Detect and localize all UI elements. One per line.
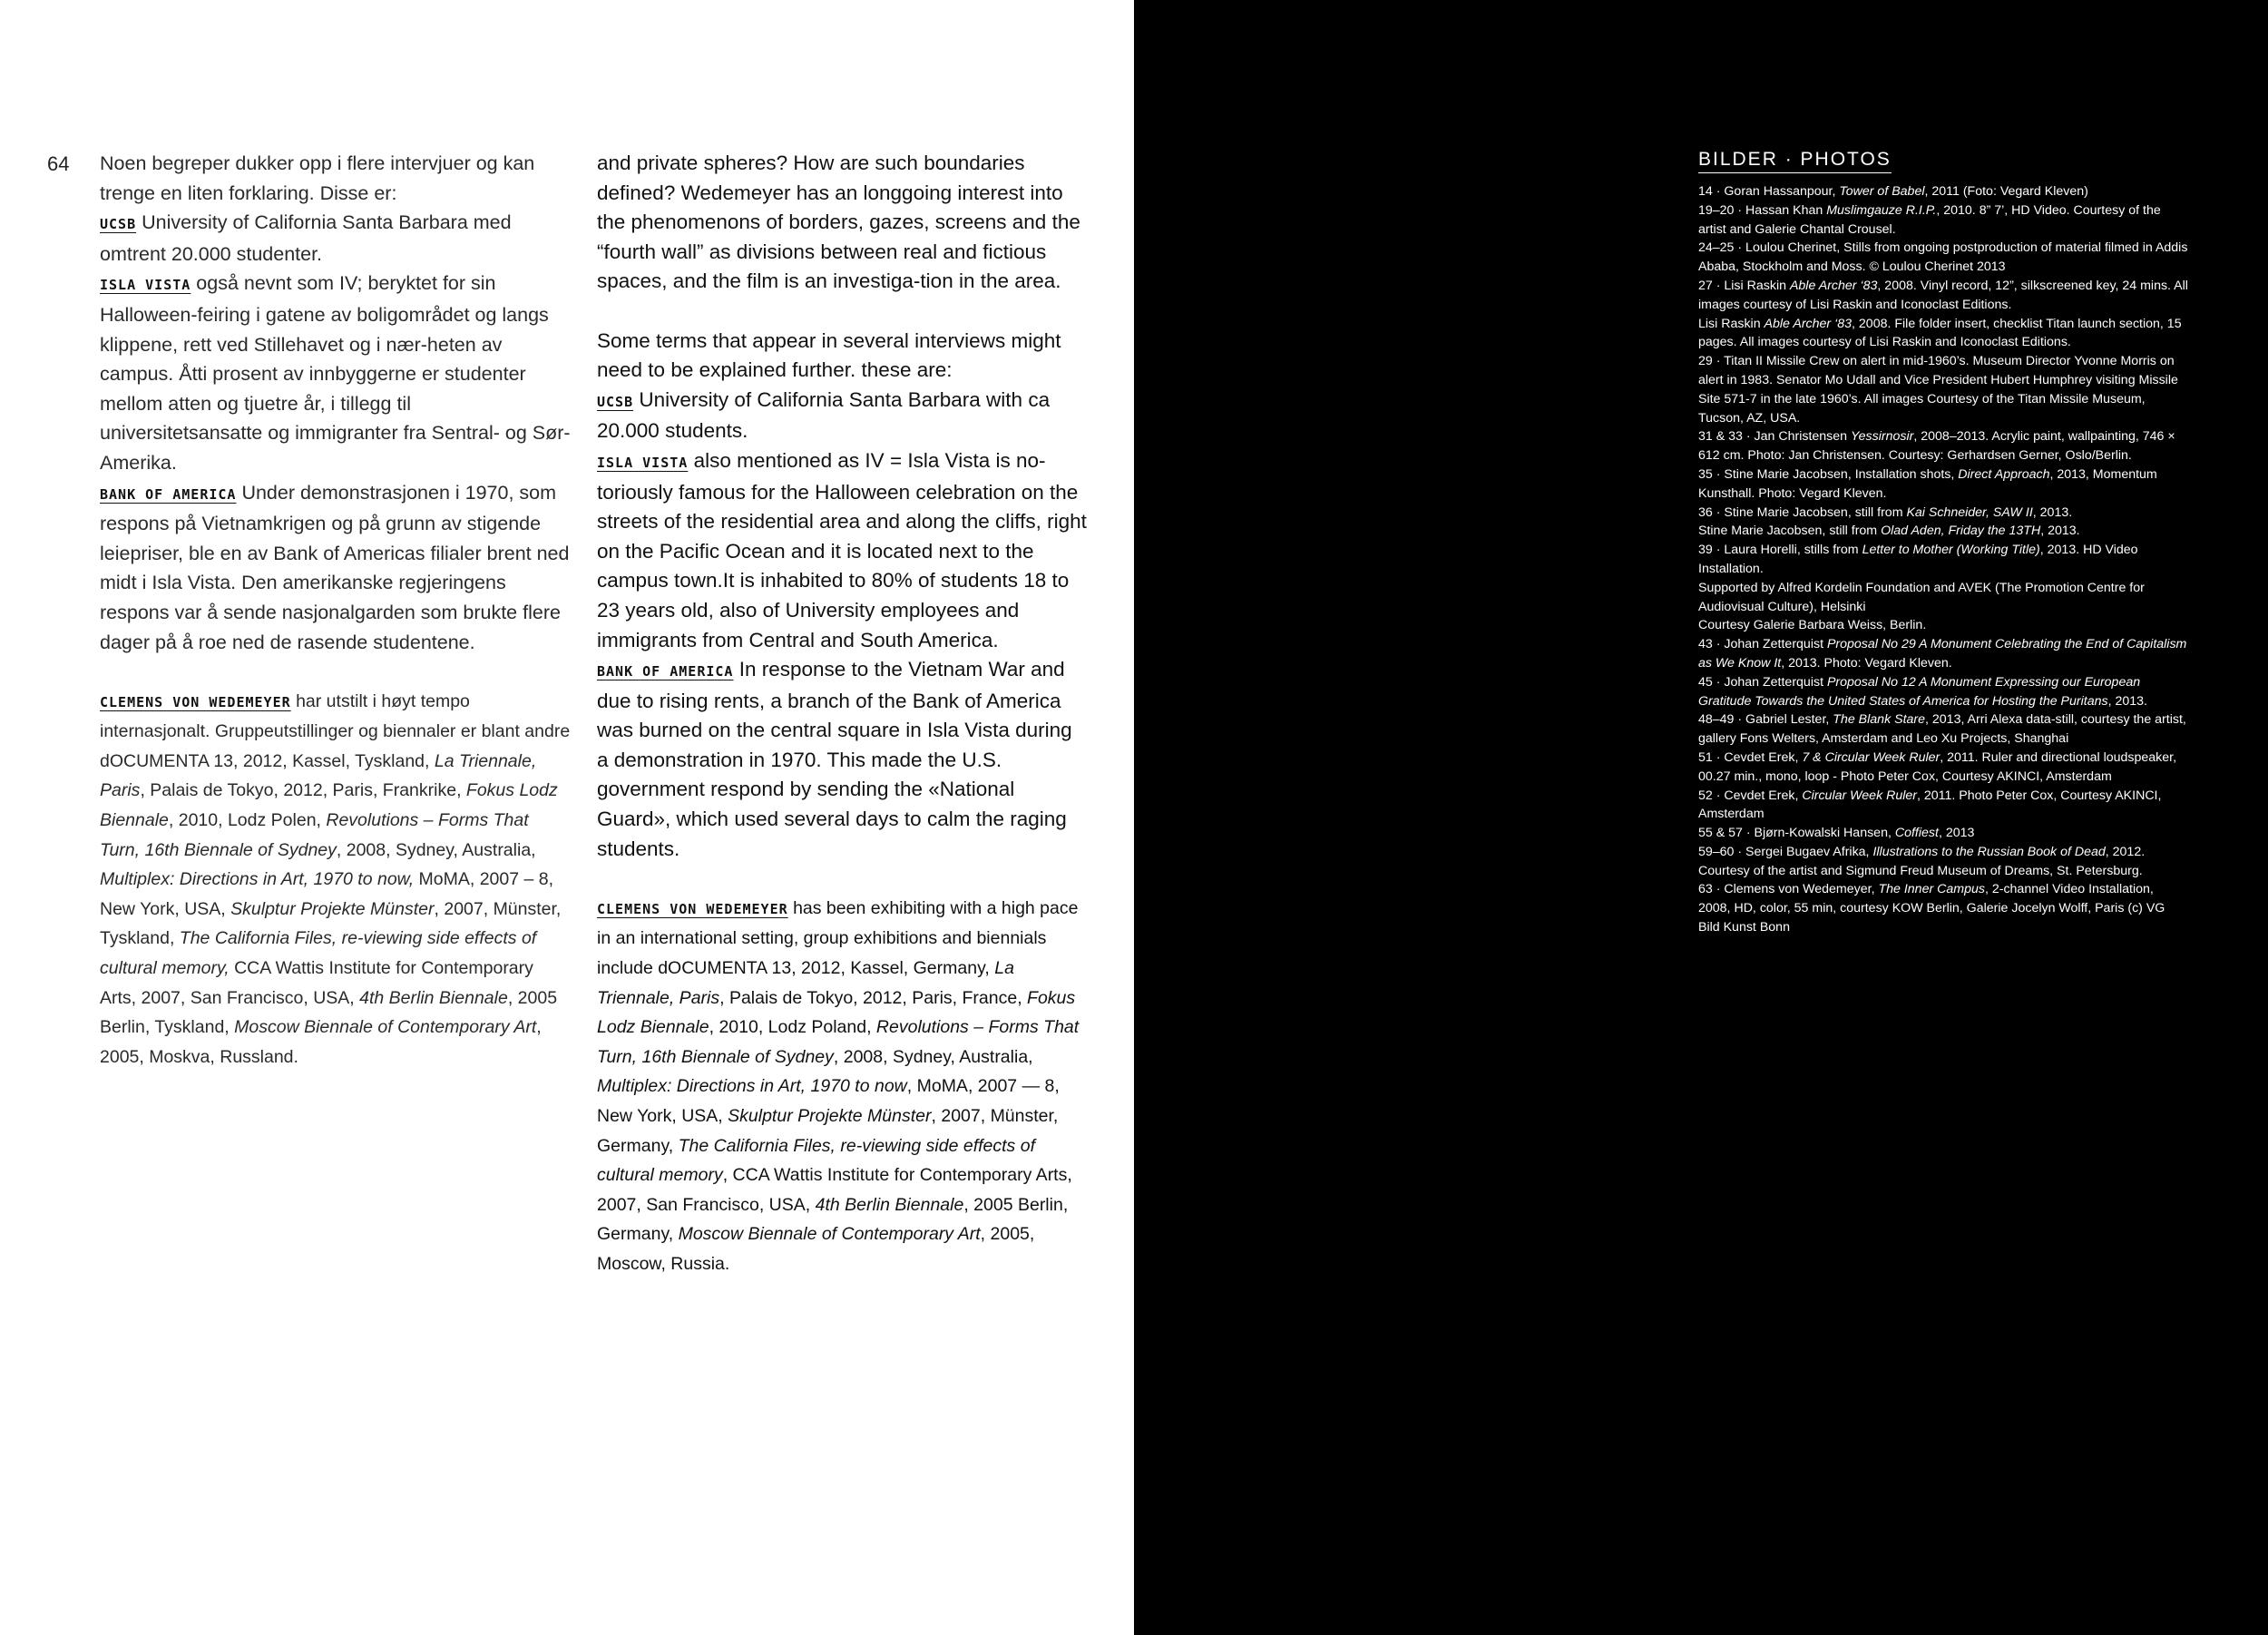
credit-entry: [1698, 673, 2188, 711]
text-run: 29 · Titan II Missile Crew on alert in mid-1960’s. Museum Director Yvonne Morris on alert in 1983. Senator Mo Udall and Vice President Hubert Humphrey visiting Missile Site 571-7 in the late 1960’s. All images Courtesy of the Titan Missile Museum, Tucson, AZ, USA.: [1698, 354, 2178, 426]
credit-entry: [1698, 880, 2188, 936]
title-italic: Skulptur Projekte Münster: [728, 1106, 932, 1126]
text-run: 43 · Johan Zetterquist: [1698, 637, 1827, 652]
text-run: , MoMA, 2007 — 8, New York, USA,: [597, 1076, 1060, 1126]
term-text: also mentioned as IV = Isla Vista is no-toriously famous for the Halloween celebration on the streets of the residential area and along the cliffs, right on the Pacific Ocean and it is located next to the campus town.It is inhabited to 80% of students 18 to 23 years old, also of University employees and immigrants from Central and South America.: [597, 448, 1087, 651]
credit-entry: [1698, 579, 2188, 617]
text-run: 19–20 · Hassan Khan: [1698, 202, 1827, 218]
text-run: , 2013.: [2040, 524, 2080, 539]
title-italic: Fokus Lodz Biennale: [100, 780, 558, 831]
text-run: , 2013, Arri Alexa data-still, courtesy the artist, gallery Fons Welters, Amsterdam and Leo Xu Projects, Shanghai: [1698, 712, 2186, 747]
credit-entry: [1698, 277, 2188, 315]
text-run: , 2008, Sydney, Australia,: [833, 1046, 1033, 1067]
text-run: , 2007, Münster, Germany,: [597, 1106, 1059, 1156]
term-label: BANK OF AMERICA: [597, 663, 734, 680]
credit-entry: [1698, 787, 2188, 825]
text-run: , 2010, Lodz Poland,: [709, 1017, 876, 1038]
credit-entry: [1698, 749, 2188, 787]
text-run: CCA Wattis Institute for Contemporary Arts, 2007, San Francisco, USA,: [100, 958, 533, 1008]
credit-entry: [1698, 201, 2188, 240]
credit-list: [1698, 182, 2188, 937]
en-intro: Some terms that appear in several interviews might need to be explained further. these are:: [597, 328, 1061, 382]
credit-entry: [1698, 182, 2188, 201]
text-run: , 2008. Vinyl record, 12”, silkscreened key, 24 mins. All images courtesy of Lisi Raskin and Iconoclast Editions.: [1698, 278, 2188, 312]
credit-entry: [1698, 616, 2188, 635]
title-italic: Revolutions – Forms That Turn, 16th Biennale of Sydney: [597, 1017, 1080, 1067]
term-label: ISLA VISTA: [100, 277, 191, 294]
text-run: , 2005, Moscow, Russia.: [597, 1224, 1035, 1274]
credits-heading: BILDER · PHOTOS: [1698, 149, 1892, 173]
title-italic: 4th Berlin Biennale: [359, 987, 508, 1008]
title-italic: Circular Week Ruler: [1802, 788, 1918, 803]
title-italic: La Triennale, Paris: [100, 750, 537, 801]
text-run: , 2008. File folder insert, checklist Titan launch section, 15 pages. All images courtesy of Lisi Raskin and Iconoclast Editions.: [1698, 316, 2182, 350]
english-column: [597, 149, 1087, 1279]
text-run: , CCA Wattis Institute for Contemporary Arts, 2007, San Francisco, USA,: [597, 1165, 1072, 1215]
term-label: ISLA VISTA: [597, 454, 689, 471]
credit-entry: [1698, 635, 2188, 673]
term-text: University of California Santa Barbara med omtrent 20.000 studenter.: [100, 211, 512, 265]
text-run: 45 · Johan Zetterquist: [1698, 674, 1827, 690]
term-label: UCSB: [100, 216, 137, 233]
text-run: Courtesy Galerie Barbara Weiss, Berlin.: [1698, 618, 1927, 633]
title-italic: Skulptur Projekte Münster: [230, 898, 435, 919]
en-bio: [597, 894, 1087, 1279]
text-run: MoMA, 2007 – 8, New York, USA,: [100, 869, 554, 919]
title-italic: Able Archer ‘83: [1764, 316, 1853, 331]
text-run: 52 · Cevdet Erek,: [1698, 788, 1803, 803]
title-italic: La Triennale, Paris: [597, 958, 1014, 1008]
title-italic: Illustrations to the Russian Book of Dead: [1872, 844, 2106, 859]
credit-entry: [1698, 541, 2188, 579]
text-run: 36 · Stine Marie Jacobsen, still from: [1698, 504, 1907, 520]
title-italic: Coffiest: [1894, 826, 1939, 841]
term-text: Under demonstrasjonen i 1970, som respons på Vietnamkrigen og på grunn av stigende leiepriser, ble en av Bank of Americas filialer brent ned midt i Isla Vista. Den amerikanske regjeringens respons var å sende nasjonalgarden som brukte flere dager på å roe ned de rasende studentene.: [100, 481, 570, 653]
no-bio-text: [100, 691, 570, 1067]
no-term-islavista: [100, 269, 572, 477]
text-run: , 2005 Berlin, Tyskland,: [100, 987, 558, 1038]
title-italic: Proposal No 12 A Monument Expressing our European Gratitude Towards the United States of America for Hosting the Puritans: [1698, 674, 2141, 709]
title-italic: Olad Aden, Friday the 13TH: [1881, 524, 2041, 539]
text-run: , 2008, Sydney, Australia,: [336, 839, 536, 860]
photo-credits: [1698, 149, 2188, 937]
title-italic: Direct Approach: [1958, 466, 2050, 482]
text-run: Stine Marie Jacobsen, still from: [1698, 524, 1882, 539]
credit-entry: [1698, 427, 2188, 465]
title-italic: Able Archer ‘83: [1789, 278, 1878, 293]
text-run: har utstilt i høyt tempo internasjonalt. Gruppeutstillinger og biennaler er blant andre dOCUMENTA 13, 2012, Kassel, Tyskland,: [100, 690, 571, 771]
text-run: , 2010, Lodz Polen,: [168, 810, 327, 831]
title-italic: 7 & Circular Week Ruler: [1802, 749, 1941, 765]
text-run: 24–25 · Loulou Cherinet, Stills from ongoing postproduction of material filmed in Addis Ababa, Stockholm and Moss. © Loulou Cherinet 2013: [1698, 240, 2188, 275]
text-run: , 2013: [1938, 826, 1975, 841]
text-run: , 2013.: [2032, 504, 2073, 520]
title-italic: Moscow Biennale of Contemporary Art: [678, 1224, 981, 1245]
text-run: , 2013, Momentum Kunsthall. Photo: Vegard Kleven.: [1698, 466, 2157, 501]
no-intro: Noen begreper dukker opp i flere intervjuer og kan trenge en liten forklaring. Disse er:: [100, 152, 535, 204]
credit-entry: [1698, 843, 2188, 881]
text-run: 39 · Laura Horelli, stills from: [1698, 543, 1862, 558]
page-number: 64: [47, 152, 70, 175]
en-term-boa: [597, 655, 1087, 864]
text-run: , 2007, Münster, Tyskland,: [100, 898, 562, 949]
text-run: has been exhibiting with a high pace in an international setting, group exhibitions and biennials include dOCUMENTA 13, 2012, Kassel, Germany,: [597, 897, 1079, 979]
en-term-islavista: [597, 446, 1087, 655]
text-run: 27 · Lisi Raskin: [1698, 278, 1790, 293]
en-intro-continued: and private spheres? How are such boundaries defined? Wedemeyer has an longgoing interest into the phenomenons of borders, gazes, screens and the “fourth wall” as divisions between real and fictious spaces, and the film is an investiga-tion in the area.: [597, 152, 1080, 293]
no-term-ucsb: [100, 208, 572, 269]
text-run: , 2012. Courtesy of the artist and Sigmund Freud Museum of Dreams, St. Petersburg.: [1698, 844, 2146, 878]
term-label: CLEMENS VON WEDEMEYER: [100, 693, 291, 710]
title-italic: The Inner Campus: [1878, 882, 1985, 897]
title-italic: The Blank Stare: [1833, 712, 1926, 728]
title-italic: Tower of Babel: [1839, 184, 1925, 199]
text-run: , 2011. Ruler and directional loudspeaker, 00.27 min., mono, loop - Photo Peter Cox, Courtesy AKINCI, Amsterdam: [1698, 749, 2177, 784]
text-run: , 2011 (Foto: Vegard Kleven): [1924, 184, 2088, 199]
term-label: BANK OF AMERICA: [100, 485, 237, 503]
term-text: University of California Santa Barbara with ca 20.000 students.: [597, 387, 1051, 443]
credit-entry: [1698, 239, 2188, 277]
text-run: 35 · Stine Marie Jacobsen, Installation shots,: [1698, 466, 1959, 482]
title-italic: Proposal No 29 A Monument Celebrating the End of Capitalism as We Know It: [1698, 637, 2187, 671]
no-term-boa: [100, 478, 572, 658]
text-run: 55 & 57 · Bjørn-Kowalski Hansen,: [1698, 826, 1895, 841]
credit-entry: [1698, 504, 2188, 523]
term-text: In response to the Vietnam War and due to rising rents, a branch of the Bank of America was burned on the central square in Isla Vista during a demonstration in 1970. This made the U.S. government respond by sending the «National Guard», which used several days to calm the raging students.: [597, 658, 1072, 860]
text-run: 63 · Clemens von Wedemeyer,: [1698, 882, 1879, 897]
term-label: CLEMENS VON WEDEMEYER: [597, 900, 788, 917]
text-run: , 2013. Photo: Vegard Kleven.: [1781, 655, 1952, 671]
term-label: UCSB: [597, 393, 634, 410]
text-run: 51 · Cevdet Erek,: [1698, 749, 1803, 765]
no-bio: [100, 687, 572, 1072]
credit-entry: [1698, 352, 2188, 427]
text-run: , Palais de Tokyo, 2012, Paris, France,: [719, 987, 1028, 1008]
text-run: , 2-channel Video Installation, 2008, HD, color, 55 min, courtesy KOW Berlin, Galerie Jocelyn Wolff, Paris (c) VG Bild Kunst Bonn: [1698, 882, 2165, 935]
title-italic: Multiplex: Directions in Art, 1970 to now: [597, 1076, 907, 1097]
credit-entry: [1698, 710, 2188, 749]
text-run: 14 · Goran Hassanpour,: [1698, 184, 1840, 199]
credit-entry: [1698, 315, 2188, 353]
title-italic: Multiplex: Directions in Art, 1970 to now,: [100, 869, 415, 890]
title-italic: Letter to Mother (Working Title): [1862, 543, 2040, 558]
title-italic: Fokus Lodz Biennale: [597, 987, 1076, 1038]
en-term-ucsb: [597, 386, 1087, 446]
text-run: 48–49 · Gabriel Lester,: [1698, 712, 1833, 728]
en-bio-text: [597, 898, 1079, 1274]
title-italic: The California Files, re-viewing side effects of cultural memory: [597, 1135, 1035, 1186]
text-run: , 2013.: [2107, 693, 2147, 709]
text-run: Lisi Raskin: [1698, 316, 1765, 331]
text-run: 31 & 33 · Jan Christensen: [1698, 429, 1851, 445]
text-run: , 2008–2013. Acrylic paint, wallpainting, 746 × 612 cm. Photo: Jan Christensen. Courtesy: Gerhardsen Gerner, Oslo/Berlin.: [1698, 429, 2175, 464]
title-italic: Muslimgauze R.I.P.: [1826, 202, 1937, 218]
text-run: , 2010. 8” 7’, HD Video. Courtesy of the artist and Galerie Chantal Crousel.: [1698, 202, 2161, 237]
text-run: , Palais de Tokyo, 2012, Paris, Frankrike,: [140, 780, 466, 801]
text-run: , 2011. Photo Peter Cox, Courtesy AKINCI, Amsterdam: [1698, 788, 2162, 822]
text-run: , 2005, Moskva, Russland.: [100, 1017, 542, 1067]
text-run: , 2013. HD Video Installation.: [1698, 543, 2138, 576]
title-italic: Yessirnosir: [1850, 429, 1914, 445]
title-italic: Moscow Biennale of Contemporary Art: [234, 1017, 537, 1038]
title-italic: 4th Berlin Biennale: [815, 1194, 964, 1215]
title-italic: Kai Schneider, SAW II: [1906, 504, 2033, 520]
title-italic: The California Files, re-viewing side effects of cultural memory,: [100, 928, 537, 979]
text-run: , 2005 Berlin, Germany,: [597, 1194, 1069, 1245]
term-text: også nevnt som IV; beryktet for sin Halloween-feiring i gatene av boligområdet og langs klippene, rett ved Stillehavet og i nær-heten av campus. Åtti prosent av innbyggerne er studenter mellom atten og tjuetre år, i tillegg til universitetsansatte og immigranter fra Sentral- og Sør-Amerika.: [100, 272, 571, 474]
credit-entry: [1698, 522, 2188, 541]
credit-entry: [1698, 824, 2188, 843]
text-run: 59–60 · Sergei Bugaev Afrika,: [1698, 844, 1873, 859]
credit-entry: [1698, 465, 2188, 504]
title-italic: Revolutions – Forms That Turn, 16th Biennale of Sydney: [100, 810, 529, 860]
text-run: Supported by Alfred Kordelin Foundation and AVEK (The Promotion Centre for Audiovisual Culture), Helsinki: [1698, 580, 2145, 614]
norwegian-column: [100, 149, 572, 1072]
